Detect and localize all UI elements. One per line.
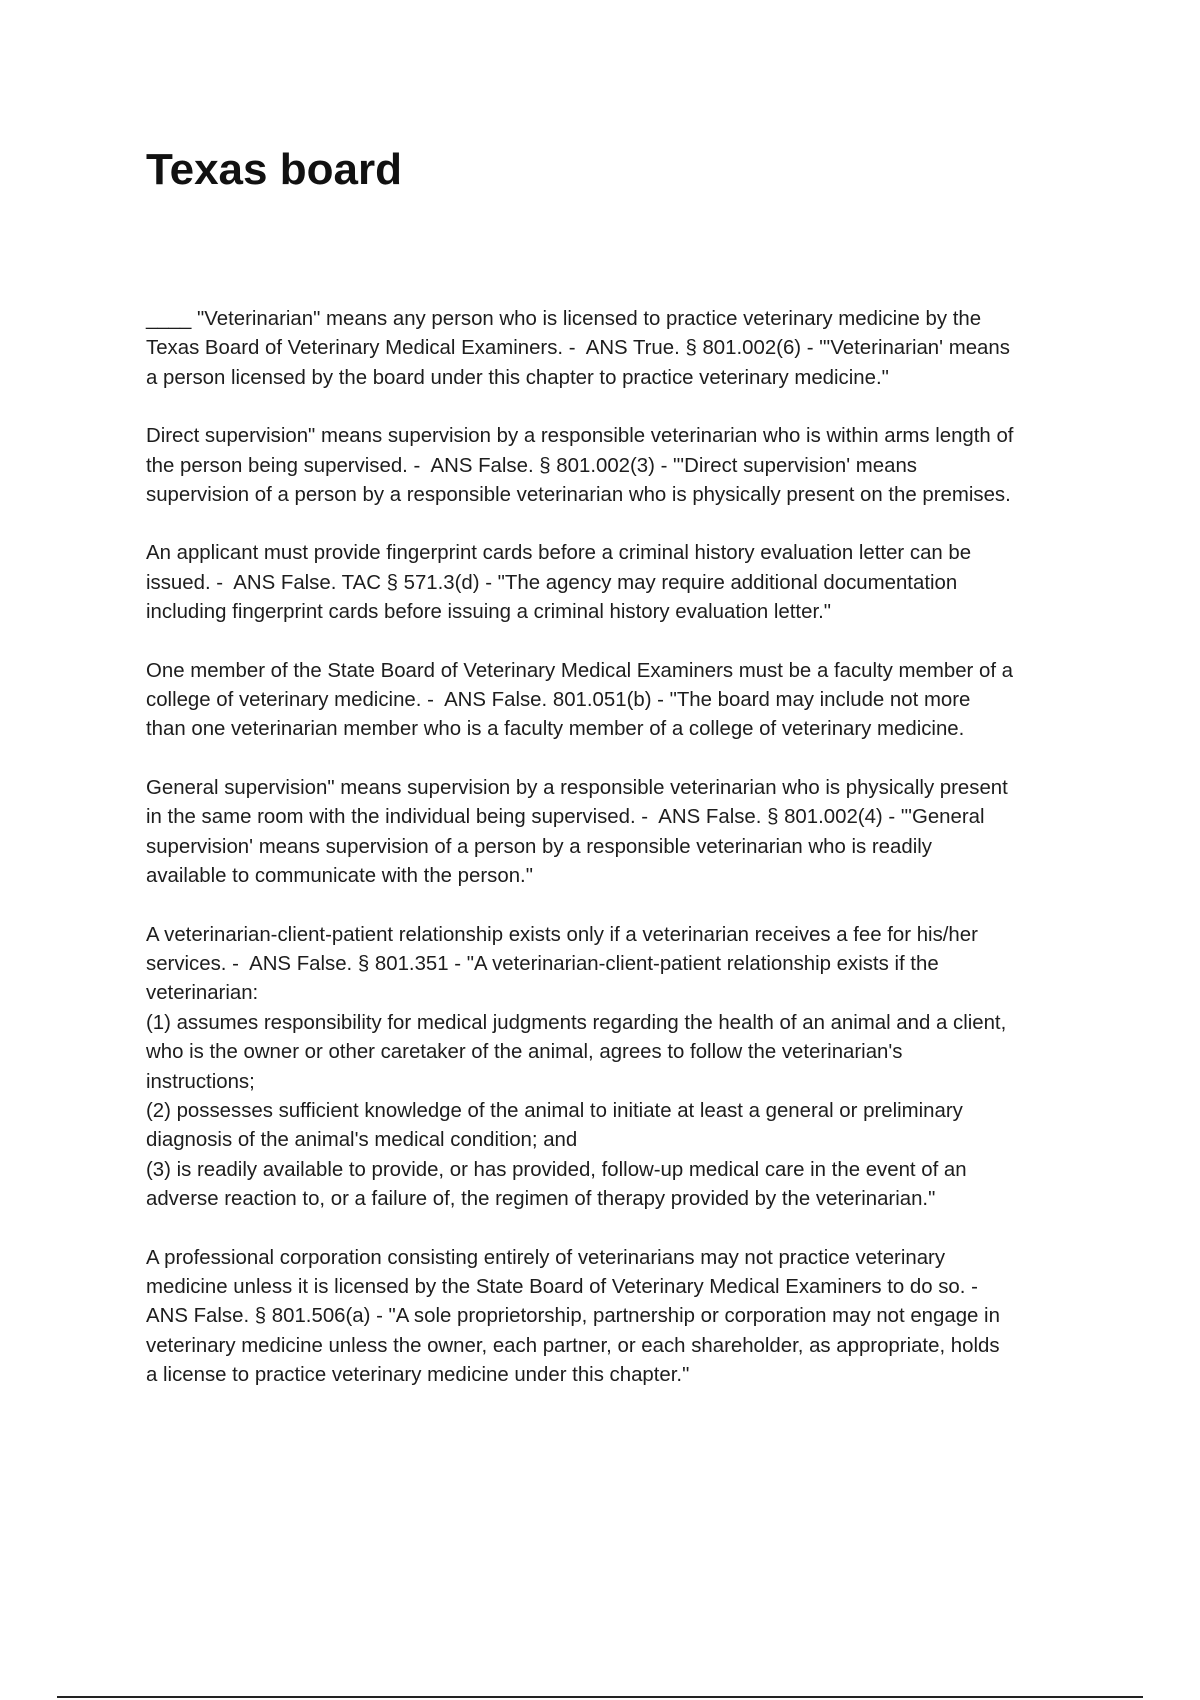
text-line: the person being supervised. - ANS False. § 801.002(3) - "'Direct supervision' means bbox=[146, 454, 917, 477]
text-line: who is the owner or other caretaker of the animal, agrees to follow the veterinarian's bbox=[146, 1041, 903, 1064]
text-line: General supervision" means supervision by a responsible veterinarian who is physically present bbox=[146, 776, 1008, 799]
qa-item-fingerprint-cards bbox=[146, 539, 1096, 627]
text-line: diagnosis of the animal's medical condition; and bbox=[146, 1129, 578, 1152]
qa-item-vcpr bbox=[146, 921, 1096, 1215]
text-line: Texas Board of Veterinary Medical Examiners. - ANS True. § 801.002(6) - "'Veterinarian' means bbox=[146, 337, 1010, 360]
text-line: a license to practice veterinary medicine under this chapter." bbox=[146, 1364, 690, 1387]
text-line: including fingerprint cards before issuing a criminal history evaluation letter." bbox=[146, 601, 832, 624]
text-line: issued. - ANS False. TAC § 571.3(d) - "The agency may require additional documentation bbox=[146, 571, 958, 594]
text-line: Direct supervision" means supervision by a responsible veterinarian who is within arms length of bbox=[146, 425, 1014, 448]
text-line: One member of the State Board of Veterinary Medical Examiners must be a faculty member of a bbox=[146, 659, 1013, 682]
text-line: in the same room with the individual being supervised. - ANS False. § 801.002(4) - "'General bbox=[146, 806, 985, 829]
text-line: (3) is readily available to provide, or has provided, follow-up medical care in the event of an bbox=[146, 1158, 967, 1181]
qa-item-veterinarian-definition bbox=[146, 305, 1096, 393]
footer-divider bbox=[57, 1696, 1143, 1698]
text-line: supervision' means supervision of a person by a responsible veterinarian who is readily bbox=[146, 835, 932, 858]
text-line: services. - ANS False. § 801.351 - "A veterinarian-client-patient relationship exists if the bbox=[146, 952, 939, 975]
text-line: (2) possesses sufficient knowledge of the animal to initiate at least a general or preliminary bbox=[146, 1099, 963, 1122]
text-line: ANS False. § 801.506(a) - "A sole proprietorship, partnership or corporation may not engage in bbox=[146, 1305, 1000, 1328]
text-line: veterinarian: bbox=[146, 982, 259, 1005]
qa-item-professional-corporation bbox=[146, 1244, 1096, 1391]
text-line: than one veterinarian member who is a faculty member of a college of veterinary medicine. bbox=[146, 718, 965, 741]
qa-item-general-supervision bbox=[146, 774, 1096, 892]
text-line: A veterinarian-client-patient relationship exists only if a veterinarian receives a fee for his/her bbox=[146, 923, 978, 946]
text-line: A professional corporation consisting entirely of veterinarians may not practice veterinary bbox=[146, 1246, 946, 1269]
text-line: (1) assumes responsibility for medical judgments regarding the health of an animal and a client, bbox=[146, 1011, 1007, 1034]
text-line: adverse reaction to, or a failure of, the regimen of therapy provided by the veterinarian." bbox=[146, 1188, 936, 1211]
question-list bbox=[146, 305, 1096, 1420]
text-line: available to communicate with the person." bbox=[146, 865, 533, 888]
qa-item-faculty-member bbox=[146, 657, 1096, 745]
text-line: ____ "Veterinarian" means any person who is licensed to practice veterinary medicine by the bbox=[146, 308, 982, 330]
document-title: Texas board bbox=[146, 145, 402, 194]
text-line: supervision of a person by a responsible veterinarian who is physically present on the premises. bbox=[146, 484, 1011, 507]
text-line: instructions; bbox=[146, 1070, 255, 1093]
qa-item-direct-supervision bbox=[146, 422, 1096, 510]
text-line: college of veterinary medicine. - ANS False. 801.051(b) - "The board may include not more bbox=[146, 689, 971, 712]
text-line: medicine unless it is licensed by the State Board of Veterinary Medical Examiners to do so. - bbox=[146, 1275, 978, 1298]
text-line: a person licensed by the board under this chapter to practice veterinary medicine." bbox=[146, 366, 889, 389]
text-line: veterinary medicine unless the owner, each partner, or each shareholder, as appropriate, holds bbox=[146, 1334, 1000, 1357]
text-line: An applicant must provide fingerprint cards before a criminal history evaluation letter can be bbox=[146, 542, 972, 565]
